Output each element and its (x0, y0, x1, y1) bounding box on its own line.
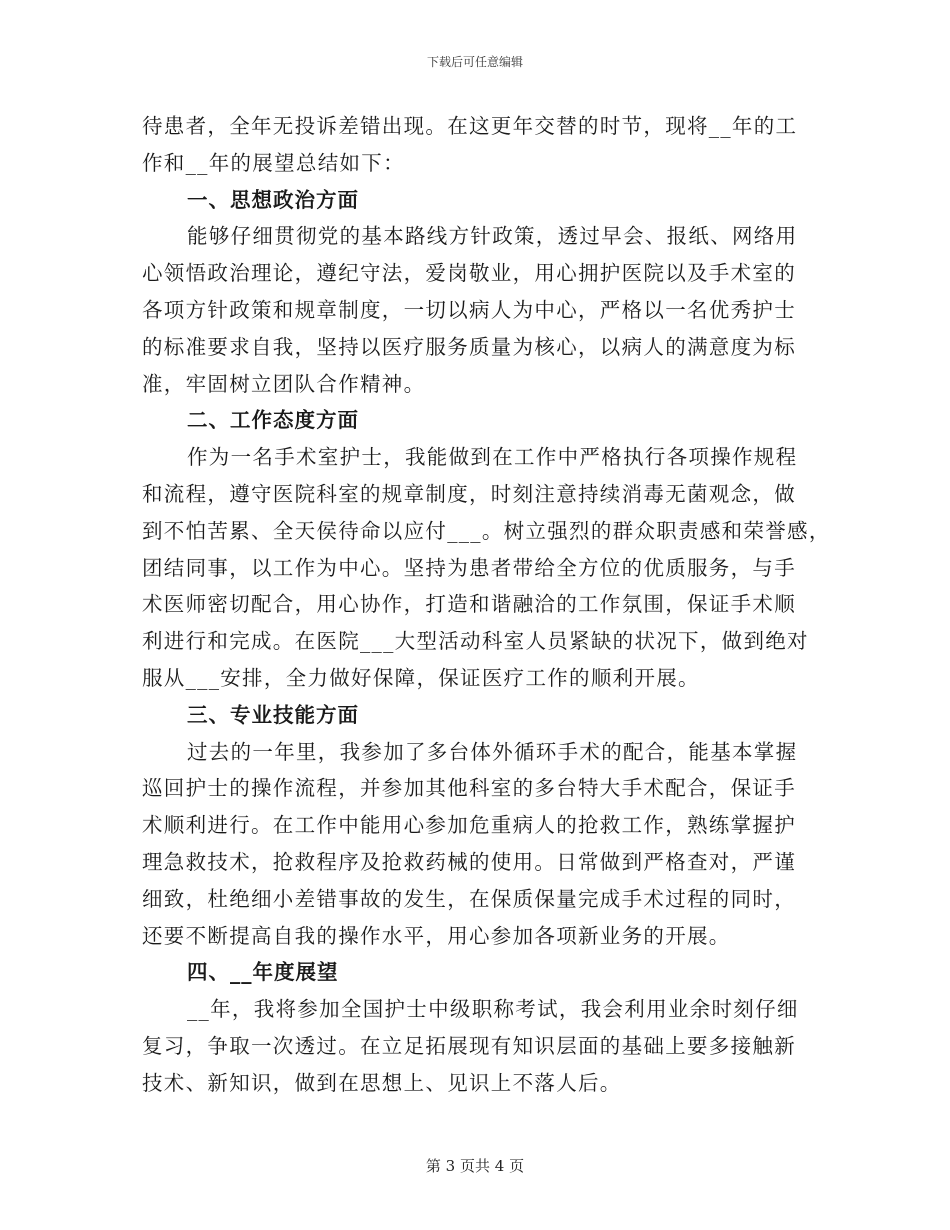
paragraph-line: 作为一名手术室护士，我能做到在工作中严格执行各项操作规程 (187, 445, 798, 470)
paragraph-line: 技术、新知识，做到在思想上、见识上不落人后。 (142, 1070, 622, 1095)
paragraph-line: 能够仔细贯彻党的基本路线方针政策，透过早会、报纸、网络用 (187, 224, 798, 249)
paragraph-line: 巡回护士的操作流程，并参加其他科室的多台特大手术配合，保证手 (142, 776, 796, 801)
paragraph-line: 术医师密切配合，用心协作，打造和谐融洽的工作氛围，保证手术顺 (142, 592, 796, 617)
paragraph-line: 各项方针政策和规章制度，一切以病人为中心，严格以一名优秀护士 (142, 297, 796, 322)
paragraph-line: 和流程，遵守医院科室的规章制度，时刻注意持续消毒无菌观念，做 (142, 481, 796, 506)
section-heading: 二、工作态度方面 (187, 408, 359, 433)
paragraph-line: 准，牢固树立团队合作精神。 (142, 371, 426, 396)
paragraph-line: 利进行和完成。在医院___大型活动科室人员紧缺的状况下，做到绝对 (142, 629, 809, 654)
paragraph-line: 的标准要求自我，坚持以医疗服务质量为核心，以病人的满意度为标 (142, 334, 796, 359)
section-heading: 四、__年度展望 (187, 960, 339, 985)
paragraph-line: 心领悟政治理论，遵纪守法，爱岗敬业，用心拥护医院以及手术室的 (142, 261, 796, 286)
paragraph-line: 理急救技术，抢救程序及抢救药械的使用。日常做到严格查对，严谨 (142, 849, 796, 874)
page-header: 下载后可任意编辑 (426, 55, 523, 69)
document-body (142, 108, 831, 1102)
paragraph-line: 待患者，全年无投诉差错出现。在这更年交替的时节，现将__年的工 (142, 114, 798, 138)
paragraph-line: 过去的一年里，我参加了多台体外循环手术的配合，能基本掌握 (187, 739, 798, 764)
paragraph-line: 还要不断提高自我的操作水平，用心参加各项新业务的开展。 (142, 923, 731, 948)
page-footer: 第 3 页共 4 页 (425, 1157, 525, 1175)
paragraph-line: 团结同事，以工作为中心。坚持为患者带给全方位的优质服务，与手 (142, 555, 796, 580)
section-heading: 一、思想政治方面 (187, 187, 359, 212)
paragraph-line: 术顺利进行。在工作中能用心参加危重病人的抢救工作，熟练掌握护 (142, 813, 796, 838)
paragraph-line: 到不怕苦累、全天侯待命以应付___。树立强烈的群众职责感和荣誉感， (142, 518, 831, 543)
paragraph-line: __年，我将参加全国护士中级职称考试，我会利用业余时刻仔细 (187, 997, 799, 1022)
paragraph-line: 复习，争取一次透过。在立足拓展现有知识层面的基础上要多接触新 (142, 1033, 796, 1058)
paragraph-line: 细致，杜绝细小差错事故的发生，在保质保量完成手术过程的同时， (142, 886, 796, 911)
paragraph-line: 作和__年的展望总结如下： (142, 150, 405, 175)
paragraph-line: 服从___安排，全力做好保障，保证医疗工作的顺利开展。 (142, 665, 700, 690)
section-heading: 三、专业技能方面 (187, 702, 359, 727)
